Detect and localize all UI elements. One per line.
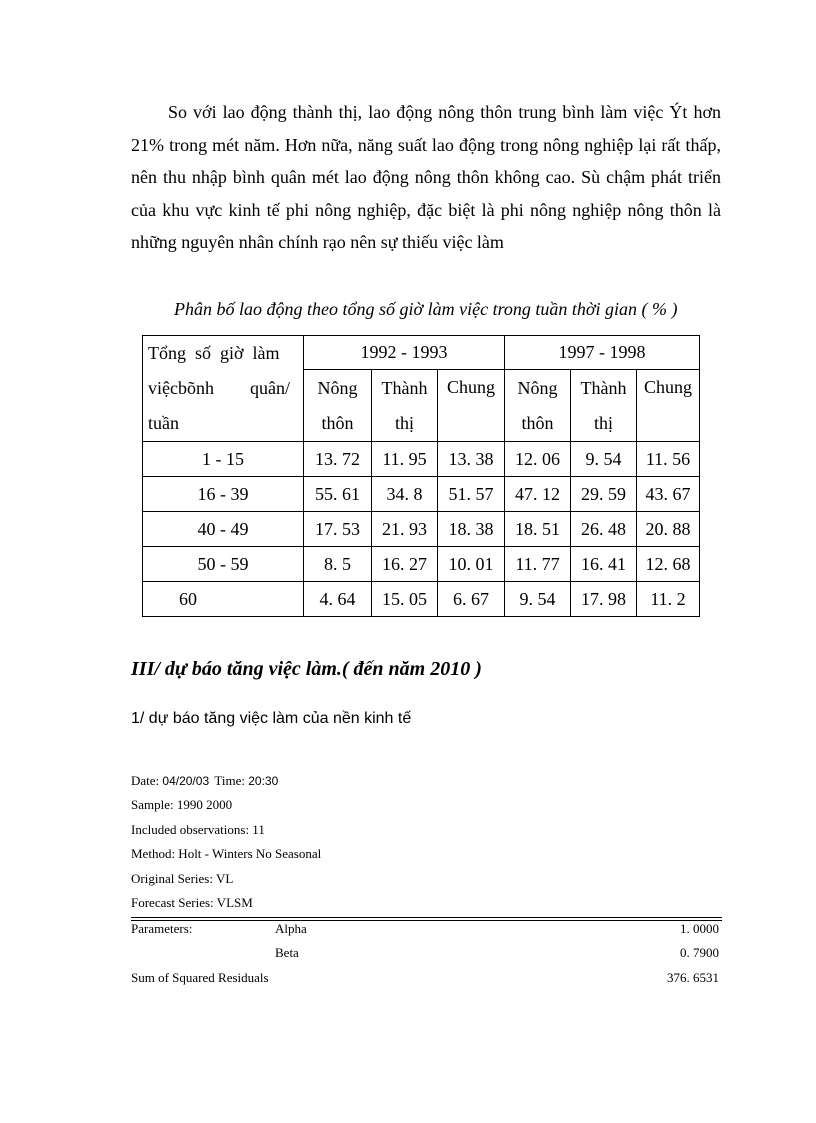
ssr-value: 376. 6531 [667,970,719,985]
section-heading: III/ dự báo tăng việc làm.( đến năm 2010 ) [131,658,482,680]
table-cell: 17. 53 [304,512,372,547]
table-cell: 9. 54 [505,582,571,617]
row-label: 60 [143,582,304,617]
table-cell: 11. 95 [372,442,438,477]
forecast-series-line: Forecast Series: VLSM [131,895,253,910]
table-cell: 15. 05 [372,582,438,617]
table-cell: 17. 98 [571,582,637,617]
date-label: Date: [131,773,160,788]
period-header-1992: 1992 - 1993 [304,336,505,370]
row-label: 50 - 59 [143,547,304,582]
col-header-line: thị [593,412,613,433]
table-cell: 55. 61 [304,477,372,512]
table-cell: 20. 88 [637,512,700,547]
table-cell: 11. 2 [637,582,700,617]
table-cell: 11. 56 [637,442,700,477]
table-row [143,442,700,477]
original-series-line: Original Series: VL [131,871,234,886]
table-cell: 18. 38 [438,512,505,547]
col-header-line: Nông [517,377,558,398]
ssr-label: Sum of Squared Residuals [131,970,269,985]
table-cell: 13. 38 [438,442,505,477]
table-cell: 10. 01 [438,547,505,582]
col-header-line: Chung [643,377,692,397]
col-header-line: Thành [580,377,627,398]
divider-top [131,917,722,918]
time-value: 20:30 [248,774,279,788]
table-cell: 12. 68 [637,547,700,582]
beta-value: 0. 7900 [680,945,719,960]
col-header-thanh-thi-1 [372,370,438,442]
table-cell: 11. 77 [505,547,571,582]
row-label: 40 - 49 [143,512,304,547]
table-cell: 6. 67 [438,582,505,617]
row-header-line1: Tổng số giờ làm [148,343,280,363]
table-cell: 34. 8 [372,477,438,512]
col-header-line: Nông [317,377,358,398]
table-cell: 51. 57 [438,477,505,512]
time-label: Time: [214,773,245,788]
sample-line: Sample: 1990 2000 [131,797,233,812]
table-cell: 13. 72 [304,442,372,477]
alpha-label: Alpha [275,921,307,936]
row-label: 1 - 15 [143,442,304,477]
table-cell: 4. 64 [304,582,372,617]
period-header-1997: 1997 - 1998 [505,336,700,370]
col-header-nong-thon-2 [505,370,571,442]
method-line: Method: Holt - Winters No Seasonal [131,846,322,861]
col-header-nong-thon-1 [304,370,372,442]
table-cell: 18. 51 [505,512,571,547]
col-header-chung-2 [637,370,700,442]
table-cell: 47. 12 [505,477,571,512]
col-header-line: thị [394,412,414,433]
table-cell: 21. 93 [372,512,438,547]
table-cell: 26. 48 [571,512,637,547]
divider-bottom [131,920,722,921]
table-row [143,512,700,547]
col-header-chung-1 [438,370,505,442]
date-value: 04/20/03 [162,774,210,788]
table-cell: 43. 67 [637,477,700,512]
alpha-value: 1. 0000 [680,921,719,936]
table-cell: 8. 5 [304,547,372,582]
table-caption: Phân bố lao động theo tổng số giờ làm việc trong tuần thời gian ( % ) [174,299,678,319]
table-cell: 16. 27 [372,547,438,582]
col-header-line: thôn [521,412,554,433]
row-header-cell [143,336,304,442]
labor-distribution-table [142,335,700,617]
parameters-label: Parameters: [131,921,193,936]
row-header-line2: việcbõnh quân/ [148,378,290,398]
included-observations-line: Included observations: 11 [131,822,265,837]
col-header-line: Chung [446,377,495,397]
body-paragraph: So với lao động thành thị, lao động nông thôn trung bình làm việc Ýt hơn 21% trong mét năm. Hơn nữa, năng suất lao động trong nông nghiệp lại rất thấp, nên thu nhập bình quân mét lao động nông thôn không cao. Sù chậm phát triển của khu vực kinh tế phi nông nghiệp, đặc biệt là phi nông nghiệp nông thôn là những nguyên nhân chính rạo nên sự thiếu việc làm [131,102,721,252]
col-header-thanh-thi-2 [571,370,637,442]
date-time-line [131,773,278,789]
table-row [143,477,700,512]
row-header-line3: tuần [148,413,179,433]
table-cell: 9. 54 [571,442,637,477]
subsection-heading: 1/ dự báo tăng việc làm của nền kinh tế [131,710,412,727]
table-row [143,547,700,582]
table-cell: 12. 06 [505,442,571,477]
table-cell: 16. 41 [571,547,637,582]
beta-label: Beta [275,945,299,960]
col-header-line: thôn [321,412,354,433]
table-cell: 29. 59 [571,477,637,512]
row-label: 16 - 39 [143,477,304,512]
table-row [143,582,700,617]
col-header-line: Thành [381,377,428,398]
